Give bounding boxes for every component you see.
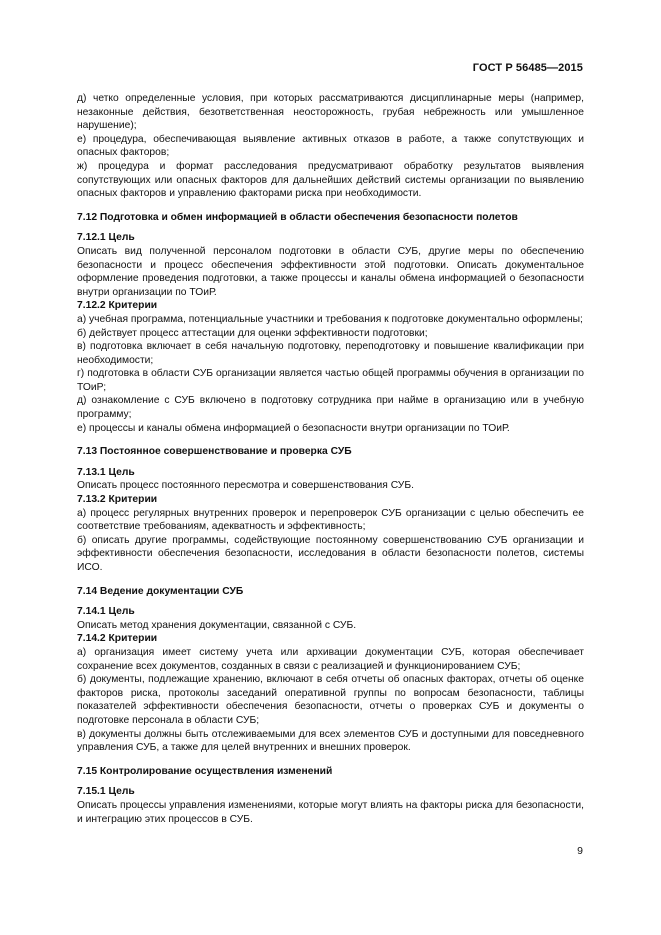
section-heading-7-14: 7.14 Ведение документации СУБ bbox=[77, 585, 244, 597]
list-item: е) процедура, обеспечивающая выявление активных отказов в работе, а также сопутствующих и опасных факторов; bbox=[77, 133, 584, 159]
paragraph: Описать вид полученной персоналом подготовки в области СУБ, другие меры по обеспечению безопасности и процесс обеспечения эффективности этой подготовки. Описать документальное оформление проведения подготовки, а также процессы и каналы обмена информацией о безопасности внутри организации по ТОиР. bbox=[77, 245, 584, 298]
subsection-heading-7-13-1: 7.13.1 Цель bbox=[77, 466, 135, 478]
paragraph: Описать процесс постоянного пересмотра и совершенствования СУБ. bbox=[77, 480, 414, 492]
subsection-heading-7-12-1: 7.12.1 Цель bbox=[77, 232, 135, 244]
subsection-heading-7-15-1: 7.15.1 Цель bbox=[77, 786, 135, 798]
subsection-heading-7-12-2: 7.12.2 Критерии bbox=[77, 300, 158, 312]
list-item: а) процесс регулярных внутренних проверок и перепроверок СУБ организации с целью обеспечить ее соответствие требованиям, адекватность и эффективность; bbox=[77, 507, 584, 533]
list-item: а) организация имеет систему учета или архивации документации СУБ, которая обеспечивает сохранение всех документов, созданных в связи с реализацией и функционированием СУБ; bbox=[77, 646, 584, 672]
subsection-heading-7-14-1: 7.14.1 Цель bbox=[77, 606, 135, 618]
list-item: а) учебная программа, потенциальные участники и требования к подготовке документально оформлены; bbox=[77, 313, 583, 325]
paragraph: Описать процессы управления изменениями, которые могут влиять на факторы риска для безопасности, и интеграцию этих процессов в СУБ. bbox=[77, 799, 584, 825]
section-heading-7-13: 7.13 Постоянное совершенствование и проверка СУБ bbox=[77, 446, 352, 458]
list-item: б) документы, подлежащие хранению, включают в себя отчеты об опасных факторах, отчеты об оценке факторов риска, протоколы заседаний оперативной группы по вопросам безопасности, таблицы показателей эффективности обеспечения безопасности, отчеты о проверках СУБ и документы о подготовке персонала в области СУБ; bbox=[77, 674, 584, 726]
section-heading-7-12: 7.12 Подготовка и обмен информацией в области обеспечения безопасности полетов bbox=[77, 211, 518, 223]
list-item: в) документы должны быть отслеживаемыми для всех элементов СУБ и доступными для повседневного управления СУБ, а также для целей внутренних и внешних проверок. bbox=[77, 728, 584, 754]
list-item: е) процессы и каналы обмена информацией о безопасности внутри организации по ТОиР. bbox=[77, 422, 510, 434]
list-item: г) подготовка в области СУБ организации является частью общей программы обучения в организации по ТОиР; bbox=[77, 368, 584, 393]
paragraph: Описать метод хранения документации, связанной с СУБ. bbox=[77, 619, 357, 631]
list-item: б) действует процесс аттестации для оценки эффективности подготовки; bbox=[77, 327, 428, 339]
document-body bbox=[77, 92, 584, 826]
list-item: ж) процедура и формат расследования предусматривают обработку результатов выявления сопутствующих или опасных факторов для дальнейших действий системы организации по выявлению опасных факторов и управлению факторами риска при необходимости. bbox=[77, 160, 584, 200]
section-heading-7-15: 7.15 Контролирование осуществления изменений bbox=[77, 765, 333, 777]
subsection-heading-7-13-2: 7.13.2 Критерии bbox=[77, 494, 158, 506]
document-id: ГОСТ Р 56485—2015 bbox=[472, 62, 583, 74]
page-number: 9 bbox=[577, 845, 583, 857]
list-item: в) подготовка включает в себя начальную подготовку, переподготовку и повышение квалификации при необходимости; bbox=[77, 341, 584, 366]
list-item: б) описать другие программы, содействующие постоянному совершенствованию СУБ организации и эффективности обеспечения безопасности, исследования в области безопасности полетов, системы ИСО. bbox=[77, 534, 584, 573]
subsection-heading-7-14-2: 7.14.2 Критерии bbox=[77, 633, 158, 645]
list-item: д) ознакомление с СУБ включено в подготовку сотрудника при найме в организацию или в учебную программу; bbox=[77, 395, 584, 421]
list-item: д) четко определенные условия, при которых рассматриваются дисциплинарные меры (например, незаконные действия, безответственная неосторожность, грубая небрежность или умышленное нарушение); bbox=[77, 93, 584, 132]
